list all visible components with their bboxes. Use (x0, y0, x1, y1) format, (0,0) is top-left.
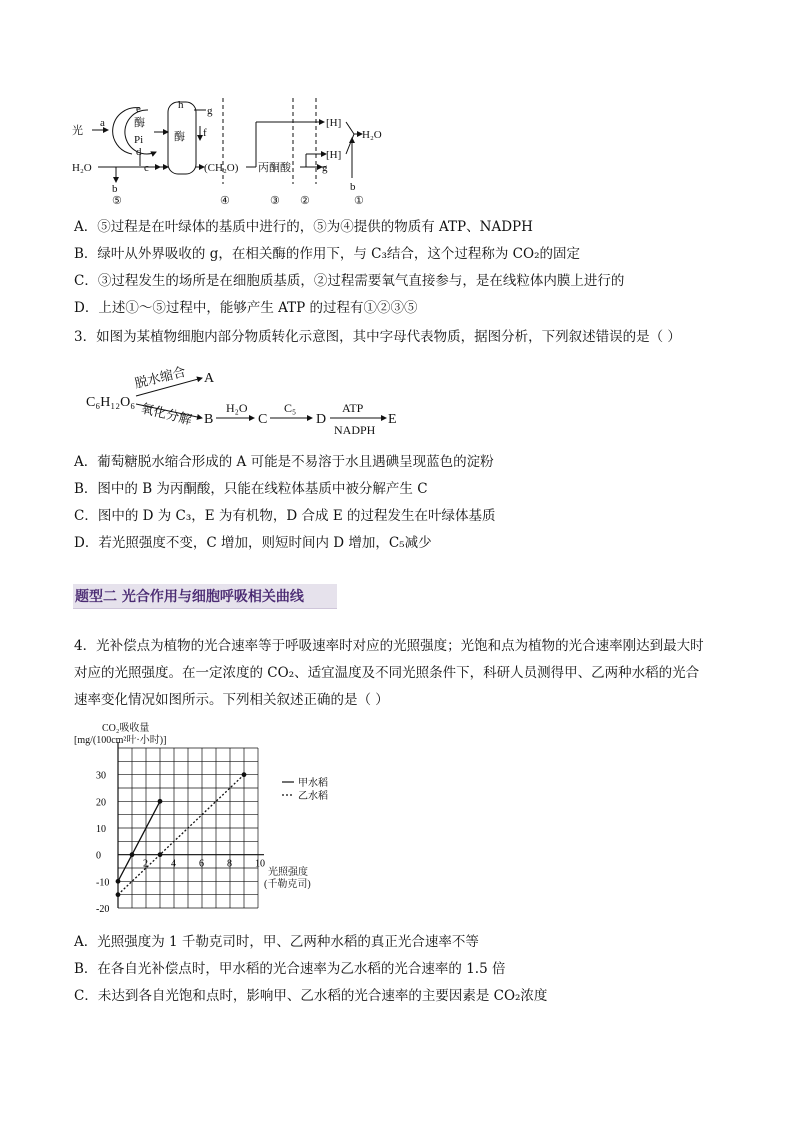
x-tick-label: 10 (255, 858, 265, 870)
q2-label-h2o: H₂O (72, 162, 92, 174)
q2-label-g: g (207, 105, 213, 117)
q2-metabolism-diagram (70, 96, 400, 211)
x-tick-label: 6 (199, 858, 204, 870)
q3-label-nadph: NADPH (334, 423, 376, 437)
q2-label-a: a (100, 117, 105, 129)
data-point-series-2 (116, 892, 121, 897)
y-tick-label: -20 (96, 904, 110, 915)
q2-step-1: ① (354, 195, 364, 207)
legend-label-2: 乙水稻 (298, 791, 328, 802)
q3-label-c5: C₅ (284, 401, 297, 415)
data-point-series-1 (130, 852, 135, 857)
chart-xlabel-line1: 光照强度 (268, 867, 308, 878)
q4-stem-line-3: 速率变化情况如图所示。下列相关叙述正确的是（ ） (74, 692, 389, 708)
q2-label-enzyme2: 酶 (174, 131, 185, 143)
q3-option-d: D．若光照强度不变，C 增加，则短时间内 D 增加，C₅减少 (74, 535, 432, 551)
data-point-series-1 (116, 879, 121, 884)
chart-ylabel-line2: [mg/(100cm²叶·小时)] (74, 735, 167, 746)
q2-label-d: d (136, 146, 142, 158)
q2-label-h1: [H] (326, 117, 342, 129)
q2-step-3: ③ (270, 195, 280, 207)
q2-option-c: C．③过程发生的场所是在细胞质基质，②过程需要氧气直接参与，是在线粒体内膜上进行的 (74, 273, 625, 289)
y-tick-label: 10 (96, 824, 106, 835)
q2-step-2: ② (300, 195, 310, 207)
chart-ylabel-line1: CO₂吸收量 (102, 723, 150, 734)
q3-label-B: B (204, 412, 214, 427)
q2-label-h2o-out: H₂O (362, 129, 382, 141)
q2-label-b: b (112, 183, 118, 195)
q2-label-light: 光 (72, 125, 83, 137)
y-tick-label: 20 (96, 797, 106, 809)
q3-label-E: E (388, 412, 397, 427)
section-title: 题型二 光合作用与细胞呼吸相关曲线 (75, 589, 304, 605)
q4-option-c: C．未达到各自光饱和点时，影响甲、乙水稻的光合速率的主要因素是 CO₂浓度 (74, 988, 548, 1004)
q2-label-g2: g (322, 162, 328, 174)
q3-label-D: D (316, 412, 327, 427)
q4-option-a: A．光照强度为 1 千勒克司时，甲、乙两种水稻的真正光合速率不等 (74, 934, 479, 950)
q3-stem: 3．如图为某植物细胞内部分物质转化示意图，其中字母代表物质，据图分析，下列叙述错误的是（ ） (74, 329, 681, 345)
y-tick-label: 0 (96, 850, 101, 862)
legend-label-1: 甲水稻 (298, 778, 328, 789)
data-point-series-2 (242, 772, 247, 777)
x-tick-label: 4 (171, 858, 176, 870)
q2-label-c: c (144, 162, 149, 174)
series-line-2 (118, 775, 244, 895)
y-tick-label: 30 (96, 770, 106, 782)
q3-label-oxidation: 氧化分解 (139, 400, 194, 428)
q3-label-h2o: H₂O (226, 401, 248, 415)
q2-label-b2: b (350, 181, 356, 193)
q2-label-pi: Pi (134, 134, 144, 146)
q2-option-b: B．绿叶从外界吸收的 g，在相关酶的作用下，与 C₃结合，这个过程称为 CO₂的固定 (74, 246, 580, 262)
q4-option-b: B．在各自光补偿点时，甲水稻的光合速率为乙水稻的光合速率的 1.5 倍 (74, 961, 506, 977)
q2-label-h2: [H] (326, 149, 342, 161)
chart-xlabel-line2: (千勒克司) (264, 879, 311, 890)
chart-series (116, 772, 247, 897)
q3-label-C: C (258, 412, 268, 427)
q2-label-e: e (136, 103, 141, 115)
q3-label-A: A (204, 371, 215, 386)
q3-option-c: C．图中的 D 为 C₃，E 为有机物，D 合成 E 的过程发生在叶绿体基质 (74, 508, 496, 524)
q2-option-d: D．上述①～⑤过程中，能够产生 ATP 的过程有①②③⑤ (74, 300, 418, 316)
q2-option-a: A．⑤过程是在叶绿体的基质中进行的，⑤为④提供的物质有 ATP、NADPH (74, 219, 533, 235)
q2-label-pyruvate: 丙酮酸 (258, 162, 291, 174)
section-banner (73, 584, 337, 609)
chart-axes (96, 742, 265, 915)
x-tick-label: 8 (227, 858, 232, 870)
data-point-series-1 (158, 799, 163, 804)
q3-conversion-diagram (84, 362, 424, 440)
q3-label-dehydration: 脱水缩合 (133, 363, 188, 391)
q2-label-h: h (178, 99, 184, 111)
q2-label-enzyme1: 酶 (134, 117, 145, 129)
q2-label-f: f (203, 127, 207, 139)
x-tick-label: 2 (143, 858, 148, 870)
q2-step-5: ⑤ (112, 195, 122, 207)
y-tick-label: -10 (96, 877, 110, 889)
data-point-series-2 (158, 852, 163, 857)
q4-stem-line-1: 4．光补偿点为植物的光合速率等于呼吸速率时对应的光照强度；光饱和点为植物的光合速率刚达到最大时 (74, 638, 704, 654)
q3-label-glucose: C₆H₁₂O₆ (86, 395, 136, 410)
q3-option-b: B．图中的 B 为丙酮酸，只能在线粒体基质中被分解产生 C (74, 481, 428, 497)
q4-stem-line-2: 对应的光照强度。在一定浓度的 CO₂、适宜温度及不同光照条件下，科研人员测得甲、乙两种水稻的光合 (74, 665, 700, 681)
q3-option-a: A．葡萄糖脱水缩合形成的 A 可能是不易溶于水且遇碘呈现蓝色的淀粉 (74, 454, 494, 470)
q3-label-atp: ATP (342, 401, 364, 415)
q2-label-ch2o: (CH₂O) (204, 162, 239, 174)
q2-step-4: ④ (220, 195, 230, 207)
q4-line-chart (70, 720, 370, 920)
chart-legend (282, 776, 328, 802)
